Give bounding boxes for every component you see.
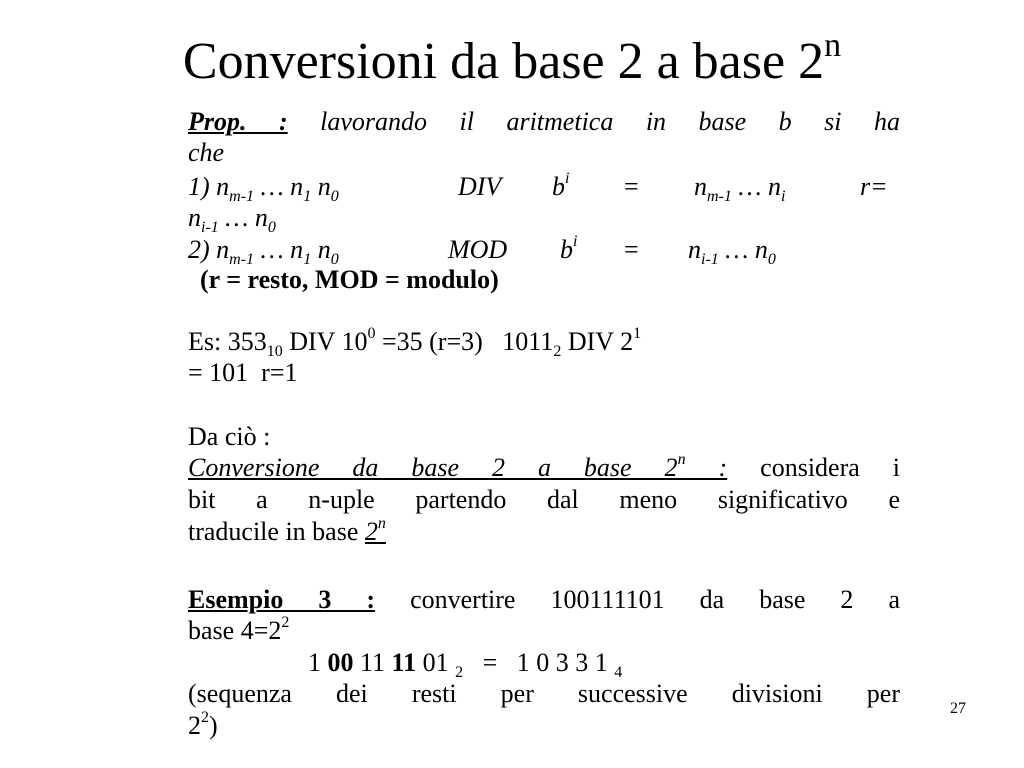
seq-01: 01	[416, 648, 456, 677]
conversion-base-text: 2	[364, 517, 378, 546]
rule1-rhs	[694, 171, 786, 205]
seq-sub-4: 4	[614, 664, 623, 681]
esempio3-line-2	[188, 615, 289, 646]
paren2-a: 2	[188, 711, 201, 740]
rule2-mod: MOD	[448, 235, 508, 264]
paren2-b: )	[209, 711, 218, 740]
rule1-div: DIV	[458, 172, 502, 201]
esempio3-paren-line-2	[188, 710, 218, 741]
rule1-b-text: b	[552, 172, 565, 201]
rule1-n-sub: m-1	[229, 188, 255, 205]
conversion-label	[188, 453, 727, 482]
rule2-n0-sub: 0	[330, 251, 339, 268]
es-a: Es: 353	[188, 327, 267, 356]
prop-label: Prop. :	[188, 107, 288, 136]
rule2-equals: =	[624, 235, 639, 264]
rule1-rhs-dots: … n	[731, 172, 782, 201]
es-d: DIV 2	[561, 327, 634, 356]
seq-1: 1	[308, 648, 328, 677]
conversion-intro: Da ciò :	[188, 422, 271, 451]
conversion-text-1: considera i	[727, 453, 900, 482]
seq-sub-2: 2	[455, 664, 464, 681]
example-es-line-2: = 101 r=1	[188, 358, 298, 387]
rule2-rhs-n: n	[688, 235, 701, 264]
rule1-b	[552, 171, 569, 202]
paren2-sup: 2	[201, 709, 209, 726]
es-a-sub: 10	[266, 343, 283, 360]
rule2-n1-sub: 1	[303, 251, 312, 268]
rule2-n: 2) n	[188, 235, 230, 264]
rule1-cont-dots: … n	[218, 203, 268, 232]
slide-title-sup: n	[824, 27, 842, 64]
conversion-base-sup: n	[377, 515, 386, 532]
prop-line-1-text: lavorando il aritmetica in base b si ha	[320, 107, 901, 136]
seq-11b: 11	[391, 648, 417, 677]
prop-line-2: che	[188, 138, 225, 167]
rule2-rhs-n0-sub: 0	[767, 251, 776, 268]
rule2-dots: … n	[254, 235, 304, 264]
esempio3-text-1: convertire 100111101 da base 2 a	[375, 585, 900, 614]
es-d-sup: 1	[633, 325, 642, 342]
rule1-rhs-n: n	[694, 172, 707, 201]
rule2-rhs-dots: … n	[718, 235, 768, 264]
conversion-label-text: Conversione da base 2 a base 2	[188, 453, 678, 482]
conversion-line-3-text: traducile in base	[188, 517, 359, 546]
rule1-equals: =	[624, 172, 639, 201]
example-es-line-1	[188, 325, 642, 360]
rule2-n0: n	[311, 235, 331, 264]
esempio3-paren-line-1: (sequenza dei resti per successive divisioni per	[188, 679, 900, 708]
rule1-b-sup: i	[565, 170, 570, 187]
slide-title-text: Conversioni da base 2 a base 2	[182, 33, 825, 90]
rule1-cont-n0-sub: 0	[267, 219, 276, 236]
rule2-rhs	[688, 234, 776, 268]
rule1-r: r=	[860, 172, 888, 201]
rule2-b-sup: i	[573, 233, 578, 250]
rule1-rhs-sub: m-1	[707, 188, 732, 205]
es-b-sup: 0	[367, 325, 376, 342]
es-c: =35 (r=3) 1011	[375, 327, 554, 356]
prop-note: (r = resto, MOD = modulo)	[200, 265, 499, 294]
conversion-label-colon: :	[685, 453, 728, 482]
rule1-n: 1) n	[188, 172, 230, 201]
es-b: DIV 10	[282, 327, 368, 356]
esempio3-line-1	[188, 584, 900, 615]
rule1-lhs	[188, 171, 339, 205]
esempio3-sequence	[308, 647, 623, 681]
rule1-cont	[188, 202, 276, 236]
seq-eq: = 1 0 3 3 1	[463, 648, 615, 677]
conversion-base	[365, 517, 386, 546]
rule2-rhs-sub: i-1	[701, 251, 719, 268]
es-c-sub: 2	[553, 343, 562, 360]
rule1-rhs-i-sub: i	[781, 188, 786, 205]
conversion-line-3	[188, 516, 386, 547]
rule1-cont-n: n	[188, 203, 201, 232]
conversion-label-sup: n	[677, 451, 686, 468]
rule2-b	[560, 234, 577, 265]
conversion-line-1	[188, 452, 900, 483]
slide-title	[0, 22, 1024, 102]
prop-line-1	[188, 106, 900, 137]
esempio3-line-2-text: base 4=2	[188, 616, 282, 645]
rule2-lhs	[188, 234, 339, 268]
rule1-n0-sub: 0	[330, 188, 339, 205]
rule2-b-text: b	[560, 235, 573, 264]
rule1-cont-sub: i-1	[201, 219, 219, 236]
rule1-dots: … n	[254, 172, 304, 201]
seq-11a: 11	[353, 648, 392, 677]
rule1-n0: n	[311, 172, 331, 201]
conversion-line-2: bit a n-uple partendo dal meno significativo e	[188, 485, 900, 514]
esempio3-label: Esempio 3 :	[188, 585, 376, 614]
esempio3-line-2-sup: 2	[281, 614, 290, 631]
rule1-n1-sub: 1	[303, 188, 312, 205]
rule2-n-sub: m-1	[229, 251, 255, 268]
page-number: 27	[950, 700, 966, 717]
seq-00: 00	[327, 648, 354, 677]
